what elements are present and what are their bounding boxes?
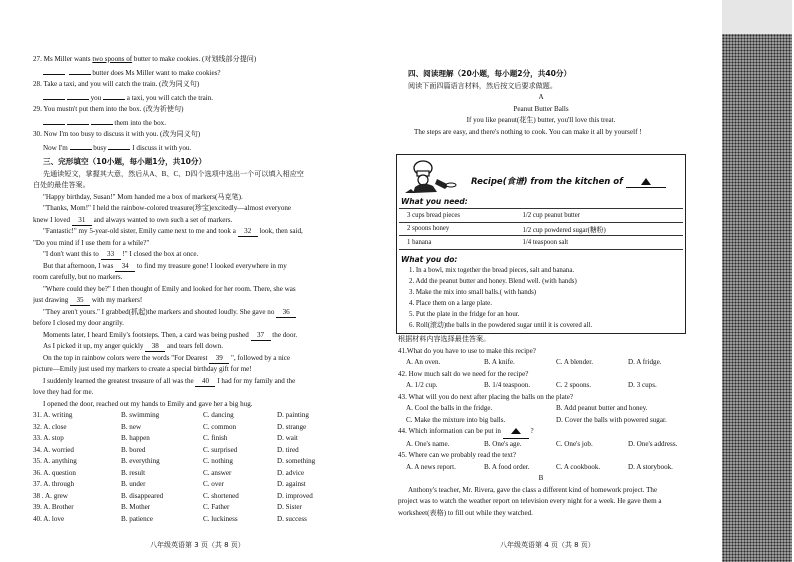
question-41: 41.What do you have to use to make this recipe? bbox=[398, 346, 536, 355]
blank-33[interactable]: 33 bbox=[101, 250, 121, 260]
blank-32[interactable]: 32 bbox=[238, 227, 258, 237]
answer-28: you a taxi, you will catch the train. bbox=[33, 91, 349, 105]
options-list bbox=[33, 410, 349, 525]
halftone-edge bbox=[722, 34, 792, 562]
part-b-label: B bbox=[538, 474, 544, 482]
option-row: A. An oven. B. A knife. C. A blender. D. A fridge. bbox=[406, 358, 662, 366]
blank-40[interactable]: 40 bbox=[195, 377, 215, 387]
answer-27: butter does Ms Miller want to make cookies? bbox=[33, 66, 349, 80]
option-row: C. Make the mixture into big balls. D. Cover the balls with powered sugar. bbox=[406, 415, 667, 424]
passage-line: "Do you mind if I use them for a while?" bbox=[33, 238, 150, 247]
scan-edge bbox=[722, 0, 792, 34]
triangle-marker-icon bbox=[641, 178, 651, 185]
passage-line: project was to watch the weather report on television every night for a week. He gave them a bbox=[398, 497, 662, 505]
passage-line: Moments later, I heard Emily's footsteps. Then, a card was being pushed 37 the door. bbox=[43, 330, 298, 339]
instructions: 先通读短文，掌握其大意，然后从A、B、C、D四个选项中选出一个可以填入相应空 bbox=[43, 169, 304, 178]
what-you-need-heading: What you need: bbox=[401, 197, 468, 206]
answer-29: them into the box. bbox=[33, 116, 349, 130]
passage-line: just drawing 35 with my markers! bbox=[33, 296, 143, 304]
recipe-header bbox=[397, 155, 685, 195]
left-column bbox=[33, 54, 349, 525]
question-27: 27. Ms Miller wants two spoons of butter to make cookies. (对划线部分提问) bbox=[33, 55, 257, 63]
part-a-label: A bbox=[538, 93, 544, 101]
passage-line: But that afternoon, I was 34 to find my treasure gone! I looked everywhere in my bbox=[43, 261, 287, 270]
blank-37[interactable]: 37 bbox=[251, 331, 271, 341]
section-3-heading: 三、完形填空（10小题，每小题1分，共10分） bbox=[43, 157, 207, 166]
recipe-blank[interactable] bbox=[626, 177, 666, 188]
answer-blank[interactable] bbox=[43, 66, 65, 75]
question-45: 45. Where can we probably read the text? bbox=[398, 451, 517, 459]
question-30: 30. Now I'm too busy to discuss it with you. (改为同义句) bbox=[33, 130, 201, 138]
option-row: 40. A. love B. patience C. luckiness D. success bbox=[33, 514, 307, 523]
answer-blank[interactable] bbox=[67, 91, 89, 100]
page-footer-left: 八年级英语第 3 页（共 8 页） bbox=[150, 541, 245, 549]
passage-line: "Thanks, Mom!" I held the rainbow-colored treasure(珍宝)excitedly—almost everyone bbox=[43, 204, 292, 212]
list-item: 5. Put the plate in the fridge for an hour. bbox=[409, 311, 520, 318]
passage-line: As I picked it up, my anger quickly 38 and tears fell down. bbox=[43, 342, 223, 350]
option-row: 39. A. Brother B. Mother C. Father D. Sister bbox=[33, 503, 302, 511]
option-row: 35. A. anything B. everything C. nothing D. something bbox=[33, 457, 316, 465]
question-29: 29. You mustn't put them into the box. (改为祈使句) bbox=[33, 105, 184, 113]
passage-line: On the top in rainbow colors were the words "For Dearest 39 ", followed by a nice bbox=[43, 353, 291, 362]
what-you-do-heading: What you do: bbox=[401, 255, 458, 264]
passage-line: I suddenly learned the greatest treasure of all was the 40 I had for my family and the bbox=[43, 376, 296, 385]
passage-line: worksheet(表格) to fill out while they watched. bbox=[398, 508, 533, 517]
instructions: 白处的最佳答案。 bbox=[33, 181, 90, 189]
chef-icon bbox=[401, 159, 457, 197]
right-column bbox=[398, 66, 684, 138]
blank-36[interactable]: 36 bbox=[276, 308, 296, 318]
blank-39[interactable]: 39 bbox=[209, 354, 229, 364]
recipe-title: Recipe(食谱) from the kitchen of bbox=[471, 175, 666, 188]
option-row: A. A news report. B. A food order. C. A cookbook. D. A storybook. bbox=[406, 462, 673, 471]
passage-title: Peanut Butter Balls bbox=[513, 104, 569, 113]
answer-blank[interactable] bbox=[103, 91, 125, 100]
answer-30: Now I'm busy I discuss it with you. bbox=[33, 141, 349, 155]
passage-line: knew I loved 31 and always wanted to own such a set of markers. bbox=[33, 215, 233, 224]
triangle-marker-icon bbox=[511, 428, 521, 434]
right-questions bbox=[398, 334, 684, 519]
table-row: 3 cups bread pieces 1/2 cup peanut butter bbox=[399, 209, 683, 223]
question-44: 44. Which information can be put in ? bbox=[398, 426, 684, 439]
passage-line: "They aren't yours." I grabbed(抓起)the markers and shouted loudly. She gave no 36 bbox=[33, 307, 349, 319]
passage-line: love they had for me. bbox=[33, 388, 94, 396]
answer-blank[interactable] bbox=[503, 426, 529, 439]
question-43: 43. What will you do next after placing the balls on the plate? bbox=[398, 392, 573, 401]
blank-35[interactable]: 35 bbox=[70, 296, 90, 306]
option-row: A. Cool the balls in the fridge. B. Add peanut butter and honey. bbox=[406, 404, 648, 412]
list-item: 2. Add the peanut butter and honey. Blend well. (with hands) bbox=[409, 278, 577, 285]
list-item: 4. Place them on a large plate. bbox=[409, 300, 492, 307]
option-row: A. 1/2 cup. B. 1/4 teaspoon. C. 2 spoons. D. 3 cups. bbox=[406, 381, 657, 389]
option-row: 31. A. writing B. swimming C. dancing D. painting bbox=[33, 411, 309, 419]
passage-line: I opened the door, reached out my hands to Emily and gave her a big hug. bbox=[43, 399, 253, 408]
option-row: 34. A. worried B. bored C. surprised D. tired bbox=[33, 445, 299, 454]
option-row: 38 . A. grew B. disappeared C. shortened D. improved bbox=[33, 491, 313, 500]
page-footer-right: 八年级英语第 4 页（共 8 页） bbox=[500, 541, 595, 549]
passage-line: before I closed my door angrily. bbox=[33, 319, 124, 327]
blank-38[interactable]: 38 bbox=[145, 342, 165, 352]
steps-list bbox=[409, 265, 592, 331]
option-row: 33. A. stop B. happen C. finish D. wait bbox=[33, 434, 298, 442]
answer-blank[interactable] bbox=[69, 66, 91, 75]
option-row: 36. A. question B. result C. answer D. advice bbox=[33, 468, 305, 477]
table-row: 2 spoons honey 1/2 cup powdered sugar(糖粉) bbox=[399, 222, 683, 236]
recipe-card bbox=[396, 154, 686, 334]
passage-intro: The steps are easy, and there's nothing to cook. You can make it all by yourself ! bbox=[414, 127, 642, 136]
table-row: 1 banana 1/4 teaspoon salt bbox=[399, 236, 683, 250]
passage-line: picture—Emily just used my markers to create a special birthday gift for me! bbox=[33, 365, 252, 373]
option-row: A. One's name. B. One's age. C. One's job. D. One's address. bbox=[406, 439, 678, 448]
list-item: 6. Roll(滚动)the balls in the powdered sugar until it is covered all. bbox=[409, 322, 593, 329]
question-42: 42. How much salt do we need for the recipe? bbox=[398, 369, 529, 378]
answer-blank[interactable] bbox=[43, 91, 65, 100]
option-row: 32. A. close B. new C. common D. strange bbox=[33, 422, 307, 431]
passage-line: "Happy birthday, Susan!" Mom handed me a box of markers(马克笔). bbox=[43, 192, 243, 201]
passage-line: room carefully, but no markers. bbox=[33, 273, 123, 281]
question-28: 28. Take a taxi, and you will catch the train. (改为同义句) bbox=[33, 80, 200, 88]
passage-line: "Fantastic!" my 5-year-old sister, Emily came next to me and took a 32 look, then said, bbox=[43, 227, 303, 235]
passage-intro: If you like peanut(花生) butter, you'll love this treat. bbox=[466, 116, 616, 124]
answer-blank[interactable] bbox=[108, 141, 130, 150]
answer-blank[interactable] bbox=[70, 141, 92, 150]
answer-blank[interactable] bbox=[43, 116, 65, 125]
passage-line: "Where could they be?" I then thought of Emily and looked for her room. There, she was bbox=[43, 284, 296, 293]
answer-blank[interactable] bbox=[67, 116, 89, 125]
question-instructions: 根据材料内容选择最佳答案。 bbox=[398, 335, 491, 343]
option-row: 37. A. through B. under C. over D. against bbox=[33, 480, 306, 488]
instructions: 阅读下面四篇语言材料，然后按文后要求做题。 bbox=[408, 81, 557, 90]
passage-line: Anthony's teacher, Mr. Rivera, gave the class a different kind of homework project. The bbox=[408, 485, 658, 494]
blank-34[interactable]: 34 bbox=[115, 262, 135, 272]
passage-line: "I don't want this to 33 !" I closed the box at once. bbox=[43, 250, 199, 258]
list-item: 3. Make the mix into small balls.( with hands) bbox=[409, 289, 537, 296]
list-item: 1. In a bowl, mix together the bread pieces, salt and banana. bbox=[409, 267, 575, 274]
answer-blank[interactable] bbox=[91, 116, 113, 125]
ingredients-table bbox=[399, 208, 683, 250]
section-4-heading: 四、阅读理解（20小题，每小题2分，共40分） bbox=[408, 69, 572, 78]
blank-31[interactable]: 31 bbox=[72, 216, 92, 226]
